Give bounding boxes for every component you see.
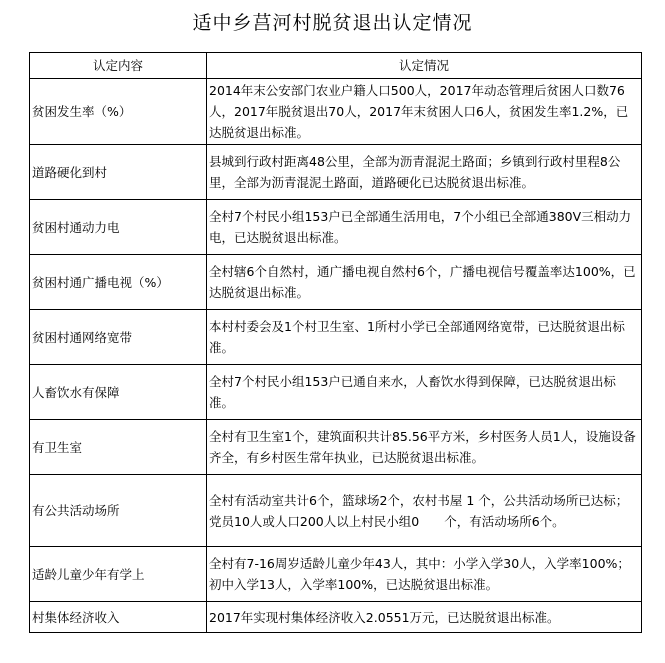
page-title: 适中乡莒河村脱贫退出认定情况 xyxy=(192,12,473,34)
row-item: 适龄儿童少年有学上 xyxy=(30,547,207,602)
row-detail: 县城到行政村距离48公里，全部为沥青混泥土路面；乡镇到行政村里程8公里，全部为沥青混泥土路面，道路硬化已达脱贫退出标准。 xyxy=(207,145,642,200)
row-item: 道路硬化到村 xyxy=(30,145,207,200)
row-detail: 全村辖6个自然村，通广播电视自然村6个，广播电视信号覆盖率达100%，已达脱贫退出标准。 xyxy=(207,255,642,310)
table-row xyxy=(30,255,642,310)
row-detail: 2017年实现村集体经济收入2.0551万元，已达脱贫退出标准。 xyxy=(207,602,642,633)
row-detail: 全村有卫生室1个，建筑面积共计85.56平方米，乡村医务人员1人，设施设备齐全，有乡村医生常年执业，已达脱贫退出标准。 xyxy=(207,420,642,475)
table-row xyxy=(30,79,642,145)
certification-table xyxy=(29,52,642,633)
row-item: 贫困发生率（%） xyxy=(30,79,207,145)
row-item: 村集体经济收入 xyxy=(30,602,207,633)
row-item: 贫困村通网络宽带 xyxy=(30,310,207,365)
row-item: 贫困村通动力电 xyxy=(30,200,207,255)
table-row xyxy=(30,365,642,420)
table-row xyxy=(30,475,642,547)
header-item: 认定内容 xyxy=(30,53,207,79)
table-header-row xyxy=(30,53,642,79)
row-item: 人畜饮水有保障 xyxy=(30,365,207,420)
row-detail: 2014年末公安部门农业户籍人口500人，2017年动态管理后贫困人口数76人，2017年脱贫退出70人，2017年末贫困人口6人，贫困发生率1.2%，已达脱贫退出标准。 xyxy=(207,79,642,145)
row-detail: 全村7个村民小组153户已通自来水，人畜饮水得到保障，已达脱贫退出标准。 xyxy=(207,365,642,420)
row-item: 有公共活动场所 xyxy=(30,475,207,547)
row-detail: 全村有活动室共计6个，篮球场2个，农村书屋 1 个，公共活动场所已达标；党员10人或人口200人以上村民小组0 个，有活动场所6个。 xyxy=(207,475,642,547)
table-row xyxy=(30,420,642,475)
table-row xyxy=(30,310,642,365)
table-row xyxy=(30,200,642,255)
row-detail: 全村有7-16周岁适龄儿童少年43人，其中：小学入学30人，入学率100%；初中入学13人，入学率100%，已达脱贫退出标准。 xyxy=(207,547,642,602)
table-row xyxy=(30,547,642,602)
table-row xyxy=(30,145,642,200)
row-item: 有卫生室 xyxy=(30,420,207,475)
row-detail: 本村村委会及1个村卫生室、1所村小学已全部通网络宽带，已达脱贫退出标准。 xyxy=(207,310,642,365)
row-item: 贫困村通广播电视（%） xyxy=(30,255,207,310)
row-detail: 全村7个村民小组153户已全部通生活用电，7个小组已全部通380V三相动力电，已达脱贫退出标准。 xyxy=(207,200,642,255)
table-row xyxy=(30,602,642,633)
header-detail: 认定情况 xyxy=(207,53,642,79)
